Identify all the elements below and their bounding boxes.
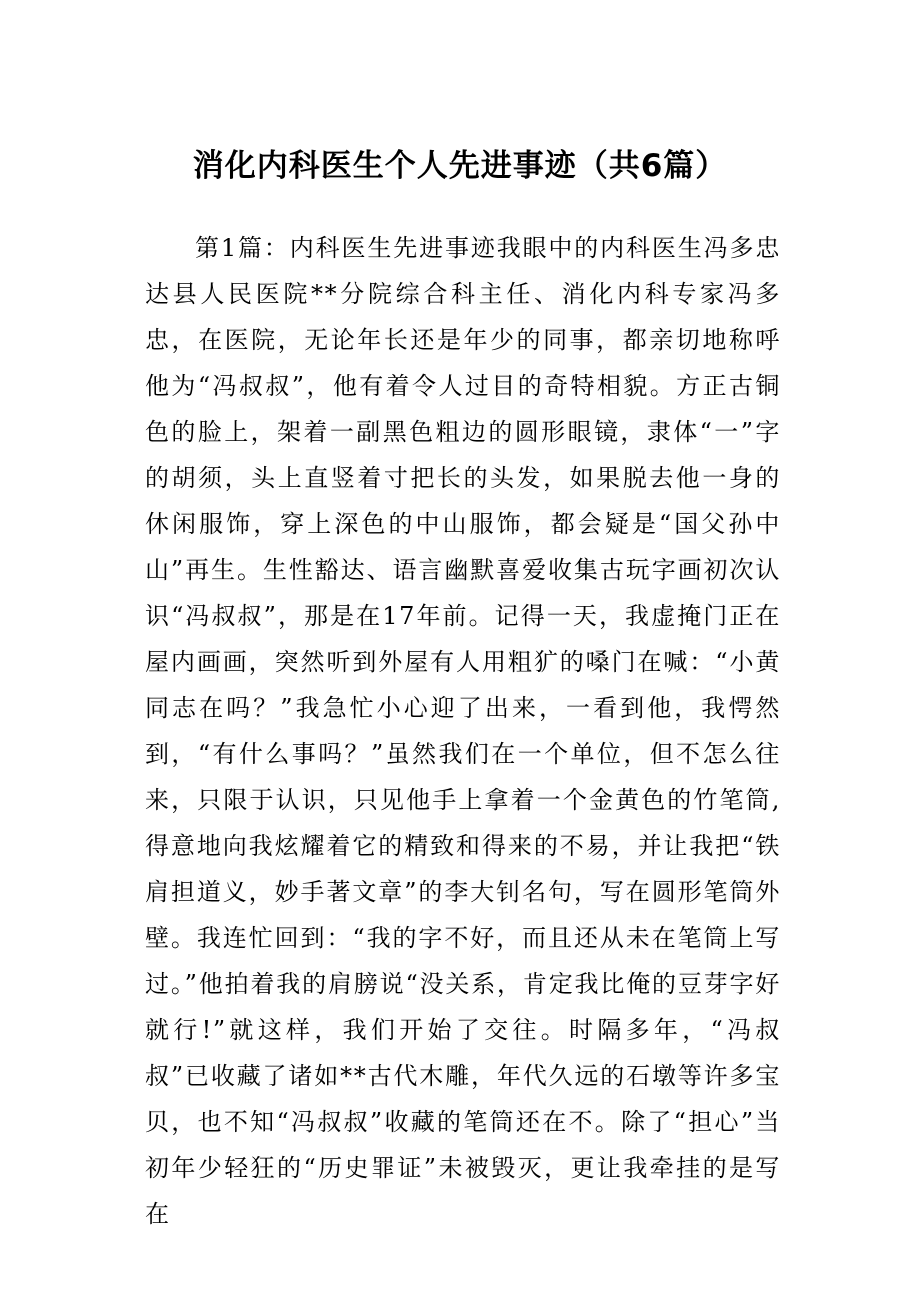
document-title: 消化内科医生个人先进事迹（共6篇） <box>192 148 728 184</box>
body-paragraph: 第1篇：内科医生先进事迹我眼中的内科医生冯多忠达县人民医院**分院综合科主任、消化内科专家冯多忠，在医院，无论年长还是年少的同事，都亲切地称呼他为“冯叔叔”，他有着令人过目的奇特相貌。方正古铜色的脸上，架着一副黑色粗边的圆形眼镜，隶体“一”字的胡须，头上直竖着寸把长的头发，如果脱去他一身的休闲服饰，穿上深色的中山服饰，都会疑是“国父孙中山”再生。生性豁达、语言幽默喜爱收集古玩字画初次认识“冯叔叔”，那是在17年前。记得一天，我虚掩门正在屋内画画，突然听到外屋有人用粗犷的嗓门在喊：“小黄同志在吗？”我急忙小心迎了出来，一看到他，我愕然到，“有什么事吗？”虽然我们在一个单位，但不怎么往来，只限于认识，只见他手上拿着一个金黄色的竹笔筒,得意地向我炫耀着它的精致和得来的不易，并让我把“铁肩担道义，妙手著文章”的李大钊名句，写在圆形笔筒外壁。我连忙回到：“我的字不好，而且还从未在笔筒上写过。”他拍着我的肩膀说“没关系，肯定我比俺的豆芽字好就行!”就这样，我们开始了交往。时隔多年，“冯叔叔”已收藏了诸如**古代木雕，年代久远的石墩等许多宝贝，也不知“冯叔叔”收藏的笔筒还在不。除了“担心”当初年少轻狂的“历史罪证”未被毁灭，更让我牵挂的是写在 <box>145 234 781 1228</box>
